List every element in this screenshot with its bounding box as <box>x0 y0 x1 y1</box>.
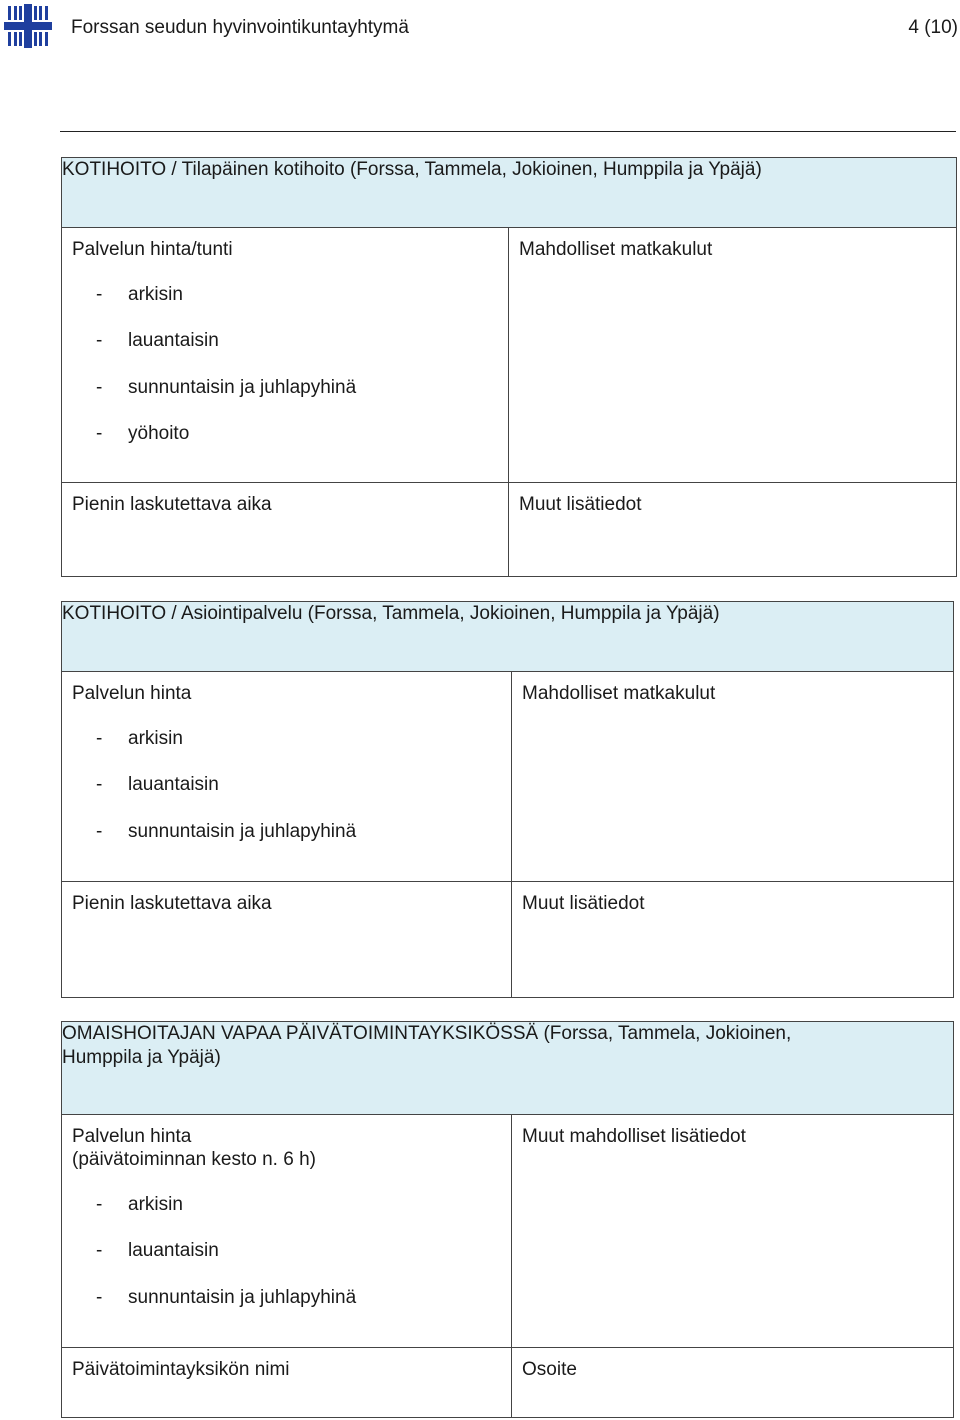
minimum-billable-time-field[interactable] <box>62 882 512 998</box>
section-title-line-1: OMAISHOITAJAN VAPAA PÄIVÄTOIMINTAYKSIKÖSSÄ (Forssa, Tammela, Jokioinen, <box>62 1023 792 1044</box>
price-label <box>62 1115 511 1171</box>
price-field[interactable] <box>62 1115 512 1348</box>
section-title: KOTIHOITO / Asiointipalvelu (Forssa, Tammela, Jokioinen, Humppila ja Ypäjä) <box>62 603 720 624</box>
list-item: - lauantaisin <box>96 1239 511 1285</box>
form-section-caregiver-day-activity <box>61 1021 954 1418</box>
address-label: Osoite <box>522 1359 577 1380</box>
section-title-line-2: Humppila ja Ypäjä) <box>62 1047 221 1068</box>
list-item: - arkisin <box>96 1193 511 1239</box>
price-field[interactable] <box>62 672 512 882</box>
other-info-field[interactable] <box>512 1115 954 1348</box>
travel-costs-label: Mahdolliset matkakulut <box>519 239 713 260</box>
price-items <box>62 283 508 469</box>
price-label-line-1: Palvelun hinta <box>72 1126 192 1147</box>
section-heading <box>62 1022 954 1115</box>
travel-costs-field[interactable] <box>512 672 954 882</box>
header-divider <box>60 131 956 132</box>
other-info-label: Muut mahdolliset lisätiedot <box>522 1126 746 1147</box>
additional-info-field[interactable] <box>512 882 954 998</box>
additional-info-label: Muut lisätiedot <box>522 893 645 914</box>
list-item: - yöhoito <box>96 422 508 468</box>
list-item: - arkisin <box>96 727 511 773</box>
additional-info-field[interactable] <box>509 483 957 577</box>
price-label: Palvelun hinta <box>72 683 192 704</box>
list-item: - lauantaisin <box>96 329 508 375</box>
page-number: 4 (10) <box>908 17 958 38</box>
price-items <box>62 1193 511 1332</box>
address-field[interactable] <box>512 1348 954 1418</box>
form-section-temporary-home-care <box>61 157 957 577</box>
minimum-billable-time-label: Pienin laskutettava aika <box>72 893 272 914</box>
unit-name-field[interactable] <box>62 1348 512 1418</box>
additional-info-label: Muut lisätiedot <box>519 494 642 515</box>
list-item: - sunnuntaisin ja juhlapyhinä <box>96 820 511 866</box>
travel-costs-field[interactable] <box>509 228 957 483</box>
form-section-errand-service <box>61 601 954 998</box>
section-heading <box>62 602 954 672</box>
list-item: - sunnuntaisin ja juhlapyhinä <box>96 376 508 422</box>
travel-costs-label: Mahdolliset matkakulut <box>522 683 716 704</box>
section-heading <box>62 158 957 228</box>
price-field[interactable] <box>62 228 509 483</box>
price-items <box>62 727 511 866</box>
list-item: - arkisin <box>96 283 508 329</box>
minimum-billable-time-label: Pienin laskutettava aika <box>72 494 272 515</box>
unit-name-label: Päivätoimintayksikön nimi <box>72 1359 290 1380</box>
section-title: KOTIHOITO / Tilapäinen kotihoito (Forssa, Tammela, Jokioinen, Humppila ja Ypäjä) <box>62 159 762 180</box>
list-item: - lauantaisin <box>96 773 511 819</box>
list-item: - sunnuntaisin ja juhlapyhinä <box>96 1286 511 1332</box>
price-label-line-2: (päivätoiminnan kesto n. 6 h) <box>72 1149 316 1170</box>
organization-logo <box>4 4 52 48</box>
price-label: Palvelun hinta/tunti <box>72 239 233 260</box>
organization-name: Forssan seudun hyvinvointikuntayhtymä <box>71 17 409 38</box>
minimum-billable-time-field[interactable] <box>62 483 509 577</box>
